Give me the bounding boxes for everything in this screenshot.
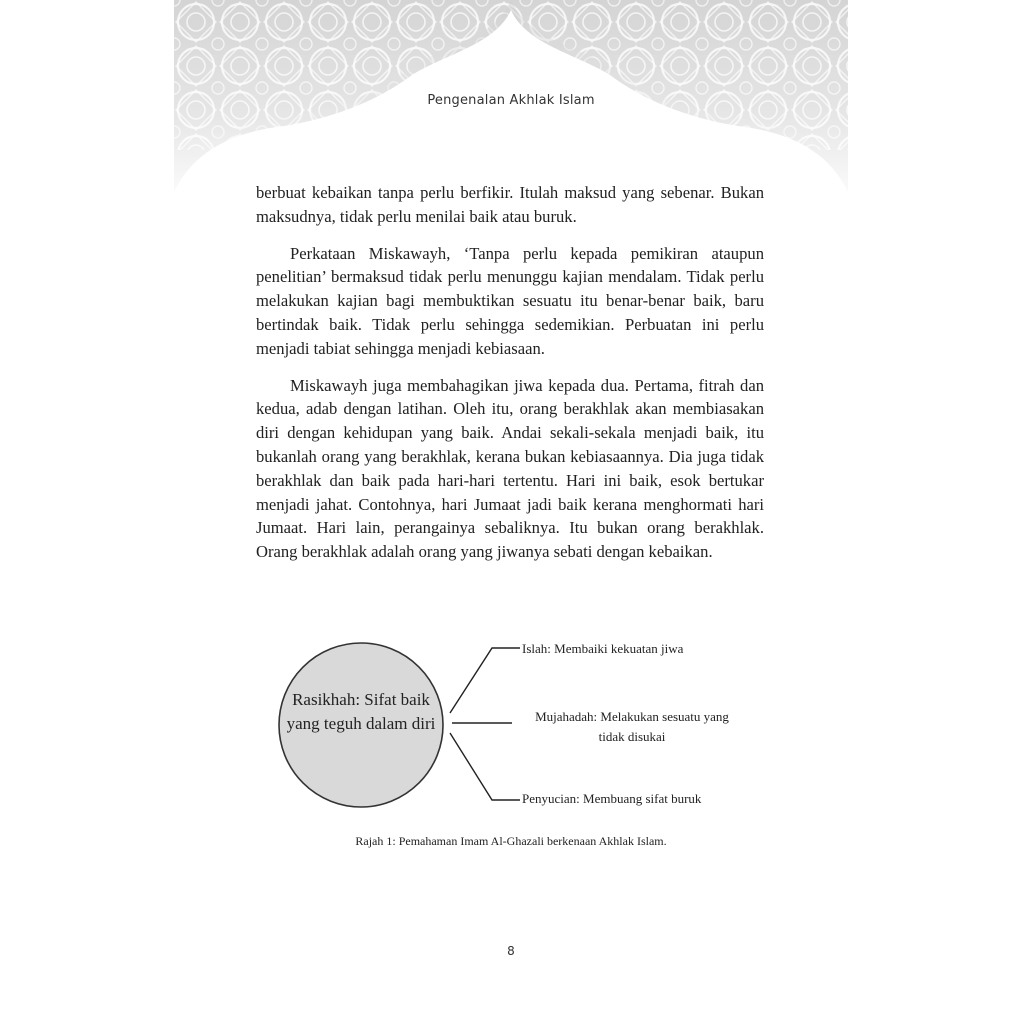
connector-bottom [450,733,520,800]
paragraph: Miskawayh juga membahagikan jiwa kepada dua. Pertama, fitrah dan kedua, adab dengan latihan. Oleh itu, orang berakhlak akan membiasakan diri dengan kehidupan yang baik. Andai sekali-sekala menjadi baik, itu bukanlah orang yang berakhlak, kerana bukan kebiasaannya. Dia juga tidak berakhlak dan baik pada hari-hari tertentu. Hari ini baik, esok bertukar menjadi jahat. Contohnya, hari Jumaat jadi baik kerana menghormati hari Jumaat. Hari lain, perangainya sebaliknya. Itu bukan orang berakhlak. Orang berakhlak adalah orang yang jiwanya sebati dengan kebaikan. [256,375,764,562]
branch-label-islah: Islah: Membaiki kekuatan jiwa [522,641,684,656]
page-number: 8 [507,944,515,958]
body-text [256,181,764,577]
connector-top [450,648,520,713]
paragraph: berbuat kebaikan tanpa perlu berfikir. Itulah maksud yang sebenar. Bukan maksudnya, tidak perlu menilai baik atau buruk. [256,183,764,226]
branch-label-mujahadah: Mujahadah: Melakukan sesuatu yang tidak disukai [535,709,729,744]
branch-label-penyucian: Penyucian: Membuang sifat buruk [522,791,702,806]
running-head: Pengenalan Akhlak Islam [427,93,595,108]
book-page [174,0,848,1024]
figure-caption: Rajah 1: Pemahaman Imam Al-Ghazali berkenaan Akhlak Islam. [355,834,667,848]
paragraph: Perkataan Miskawayh, ‘Tanpa perlu kepada pemikiran ataupun penelitian’ bermaksud tidak perlu menunggu kajian mendalam. Tidak perlu melakukan kajian bagi membuktikan sesuatu itu benar-benar baik, baru bertindak baik. Tidak perlu sehingga sedemikian. Perbuatan ini perlu menjadi tabiat sehingga menjadi kebiasaan. [256,243,764,358]
center-label: Rasikhah: Sifat baik yang teguh dalam diri [286,690,436,733]
concept-diagram [174,630,848,820]
